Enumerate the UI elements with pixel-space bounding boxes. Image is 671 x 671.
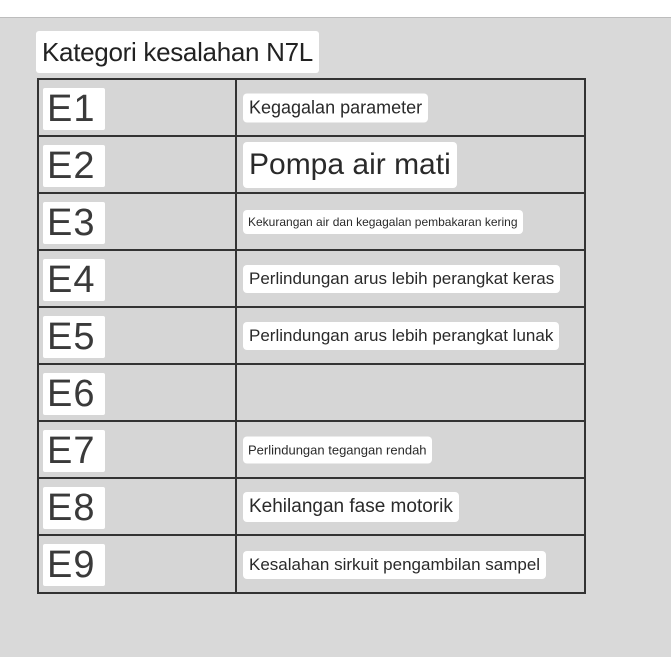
error-description: Kehilangan fase motorik [243, 492, 459, 522]
bottom-strip [0, 657, 671, 671]
code-cell [39, 80, 237, 135]
code-cell [39, 422, 237, 477]
top-strip [0, 0, 671, 18]
error-code: E8 [43, 487, 105, 529]
error-description: Kesalahan sirkuit pengambilan sampel [243, 551, 546, 579]
table-row [39, 422, 584, 479]
table-row [39, 308, 584, 365]
error-description: Perlindungan arus lebih perangkat lunak [243, 322, 559, 350]
error-description: Kegagalan parameter [243, 93, 428, 122]
error-code: E3 [43, 202, 105, 244]
table-row [39, 137, 584, 194]
table-row [39, 536, 584, 593]
error-code: E2 [43, 145, 105, 187]
table-row [39, 80, 584, 137]
error-code: E7 [43, 430, 105, 472]
error-code: E5 [43, 316, 105, 358]
code-cell [39, 536, 237, 593]
error-description: Pompa air mati [243, 142, 457, 188]
code-cell [39, 251, 237, 306]
table-row [39, 365, 584, 422]
error-code: E9 [43, 544, 105, 586]
code-cell [39, 479, 237, 534]
error-code: E4 [43, 259, 105, 301]
error-code-table [37, 78, 586, 594]
code-cell [39, 137, 237, 192]
error-description: Perlindungan arus lebih perangkat keras [243, 265, 560, 293]
table-row [39, 251, 584, 308]
table-row [39, 479, 584, 536]
table-row [39, 194, 584, 251]
error-description: Perlindungan tegangan rendah [243, 436, 432, 463]
code-cell [39, 194, 237, 249]
error-description: Kekurangan air dan kegagalan pembakaran kering [243, 210, 523, 234]
code-cell [39, 365, 237, 420]
code-cell [39, 308, 237, 363]
error-code: E1 [43, 88, 105, 130]
error-code: E6 [43, 373, 105, 415]
document-title: Kategori kesalahan N7L [36, 31, 319, 73]
